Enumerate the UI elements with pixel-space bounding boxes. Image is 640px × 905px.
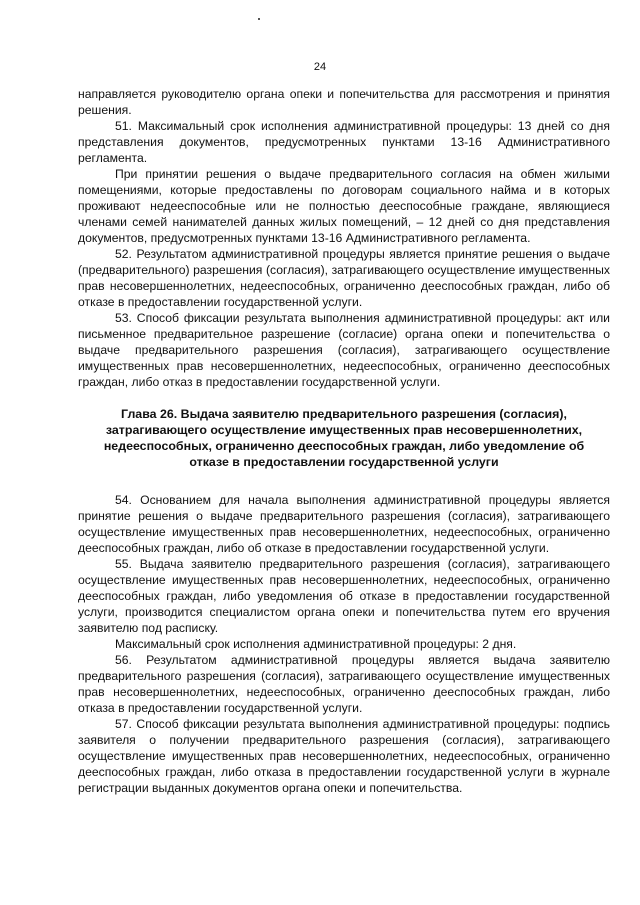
paragraphs-top — [78, 86, 610, 390]
chapter-heading: Глава 26. Выдача заявителю предварительного разрешения (согласия), затрагивающего осуществление имущественных прав несовершеннолетних, недееспособных, ограниченно дееспособных граждан, либо уведомление об отказе в предоставлении государственной услуги — [103, 407, 585, 469]
scan-speck — [258, 18, 260, 20]
page-number: 24 — [313, 61, 327, 73]
document-body — [78, 86, 610, 796]
paragraph: 54. Основанием для начала выполнения административной процедуры является принятие решения о выдаче предварительного разрешения (согласия), затрагивающего осуществление имущественных прав несовершеннолетних, недееспособных, ограниченно дееспособных граждан, либо об отказе в предоставлении государственной услуги. — [78, 493, 610, 555]
paragraph: 55. Выдача заявителю предварительного разрешения (согласия), затрагивающего осуществление имущественных прав несовершеннолетних, недееспособных, ограниченно дееспособных граждан, либо уведомления об отказе в предоставлении государственной услуги, производится специалистом органа опеки и попечительства путем его вручения заявителю под расписку. — [78, 557, 610, 635]
paragraph: 52. Результатом административной процедуры является принятие решения о выдаче (предварительного) разрешения (согласия), затрагивающего осуществление имущественных прав несовершеннолетних, недееспособных, ограниченно дееспособных граждан, либо об отказе в предоставлении государственной услуги. — [78, 247, 610, 309]
paragraph: направляется руководителю органа опеки и попечительства для рассмотрения и принятия решения. — [78, 87, 610, 117]
paragraph: 56. Результатом административной процедуры является выдача заявителю предварительного разрешения (согласия), затрагивающего осуществление имущественных прав несовершеннолетних, недееспособных, ограниченно дееспособных граждан, либо отказа в предоставлении государственной услуги. — [78, 653, 610, 715]
paragraph: 53. Способ фиксации результата выполнения административной процедуры: акт или письменное предварительное разрешение (согласие) органа опеки и попечительства о выдаче предварительного разрешения (согласия), затрагивающего осуществление имущественных прав несовершеннолетних, недееспособных, ограниченно дееспособных граждан, либо отказ в предоставлении государственной услуги. — [78, 311, 610, 389]
paragraph: 57. Способ фиксации результата выполнения административной процедуры: подпись заявителя о получении предварительного разрешения (согласия), затрагивающего осуществление имущественных прав несовершеннолетних, недееспособных, ограниченно дееспособных граждан, либо отказа в предоставлении государственной услуги в журнале регистрации выданных документов органа опеки и попечительства. — [78, 717, 610, 795]
paragraph: Максимальный срок исполнения административной процедуры: 2 дня. — [115, 637, 517, 651]
paragraph: При принятии решения о выдаче предварительного согласия на обмен жилыми помещениями, которые предоставлены по договорам социального найма и в которых проживают недееспособные или не полностью дееспособные граждане, являющиеся членами семей нанимателей данных жилых помещений, – 12 дней со дня представления документов, предусмотренных пунктами 13-16 Административного регламента. — [78, 167, 610, 245]
paragraphs-bottom — [78, 492, 610, 796]
paragraph: 51. Максимальный срок исполнения административной процедуры: 13 дней со дня представления документов, предусмотренных пунктами 13-16 Административного регламента. — [78, 119, 610, 165]
